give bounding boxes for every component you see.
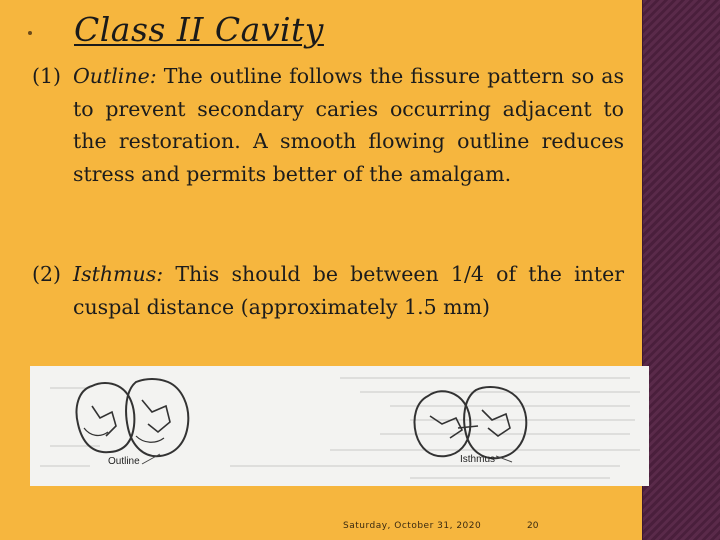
paragraph-body	[73, 60, 624, 190]
paragraph-isthmus	[32, 258, 624, 323]
decorative-side-band	[642, 0, 720, 540]
paragraph-number: (2)	[32, 262, 62, 286]
footer-page-number: 20	[527, 521, 539, 531]
paragraph-number: (1)	[32, 64, 62, 88]
paragraph-lead: Isthmus:	[73, 262, 164, 286]
paragraph-text: This should be between 1/4 of the inter cuspal distance (approximately 1.5 mm)	[73, 262, 624, 319]
figure-caption-outline: Outline	[108, 456, 140, 467]
paragraph-body	[73, 258, 624, 323]
tooth-diagram-figure	[30, 366, 649, 486]
tooth-diagram-image	[30, 366, 649, 486]
bullet-icon	[28, 31, 32, 35]
paragraph-lead: Outline:	[73, 64, 157, 88]
footer-date: Saturday, October 31, 2020	[343, 521, 482, 531]
figure-caption-isthmus: Isthmus	[460, 454, 496, 465]
paragraph-text: The outline follows the fissure pattern so as to prevent secondary caries occurring adjacent to the restoration. A smooth flowing outline reduces stress and permits better of the amalgam.	[73, 64, 624, 186]
slide-title: Class II Cavity	[74, 10, 324, 49]
paragraph-outline	[32, 60, 624, 190]
